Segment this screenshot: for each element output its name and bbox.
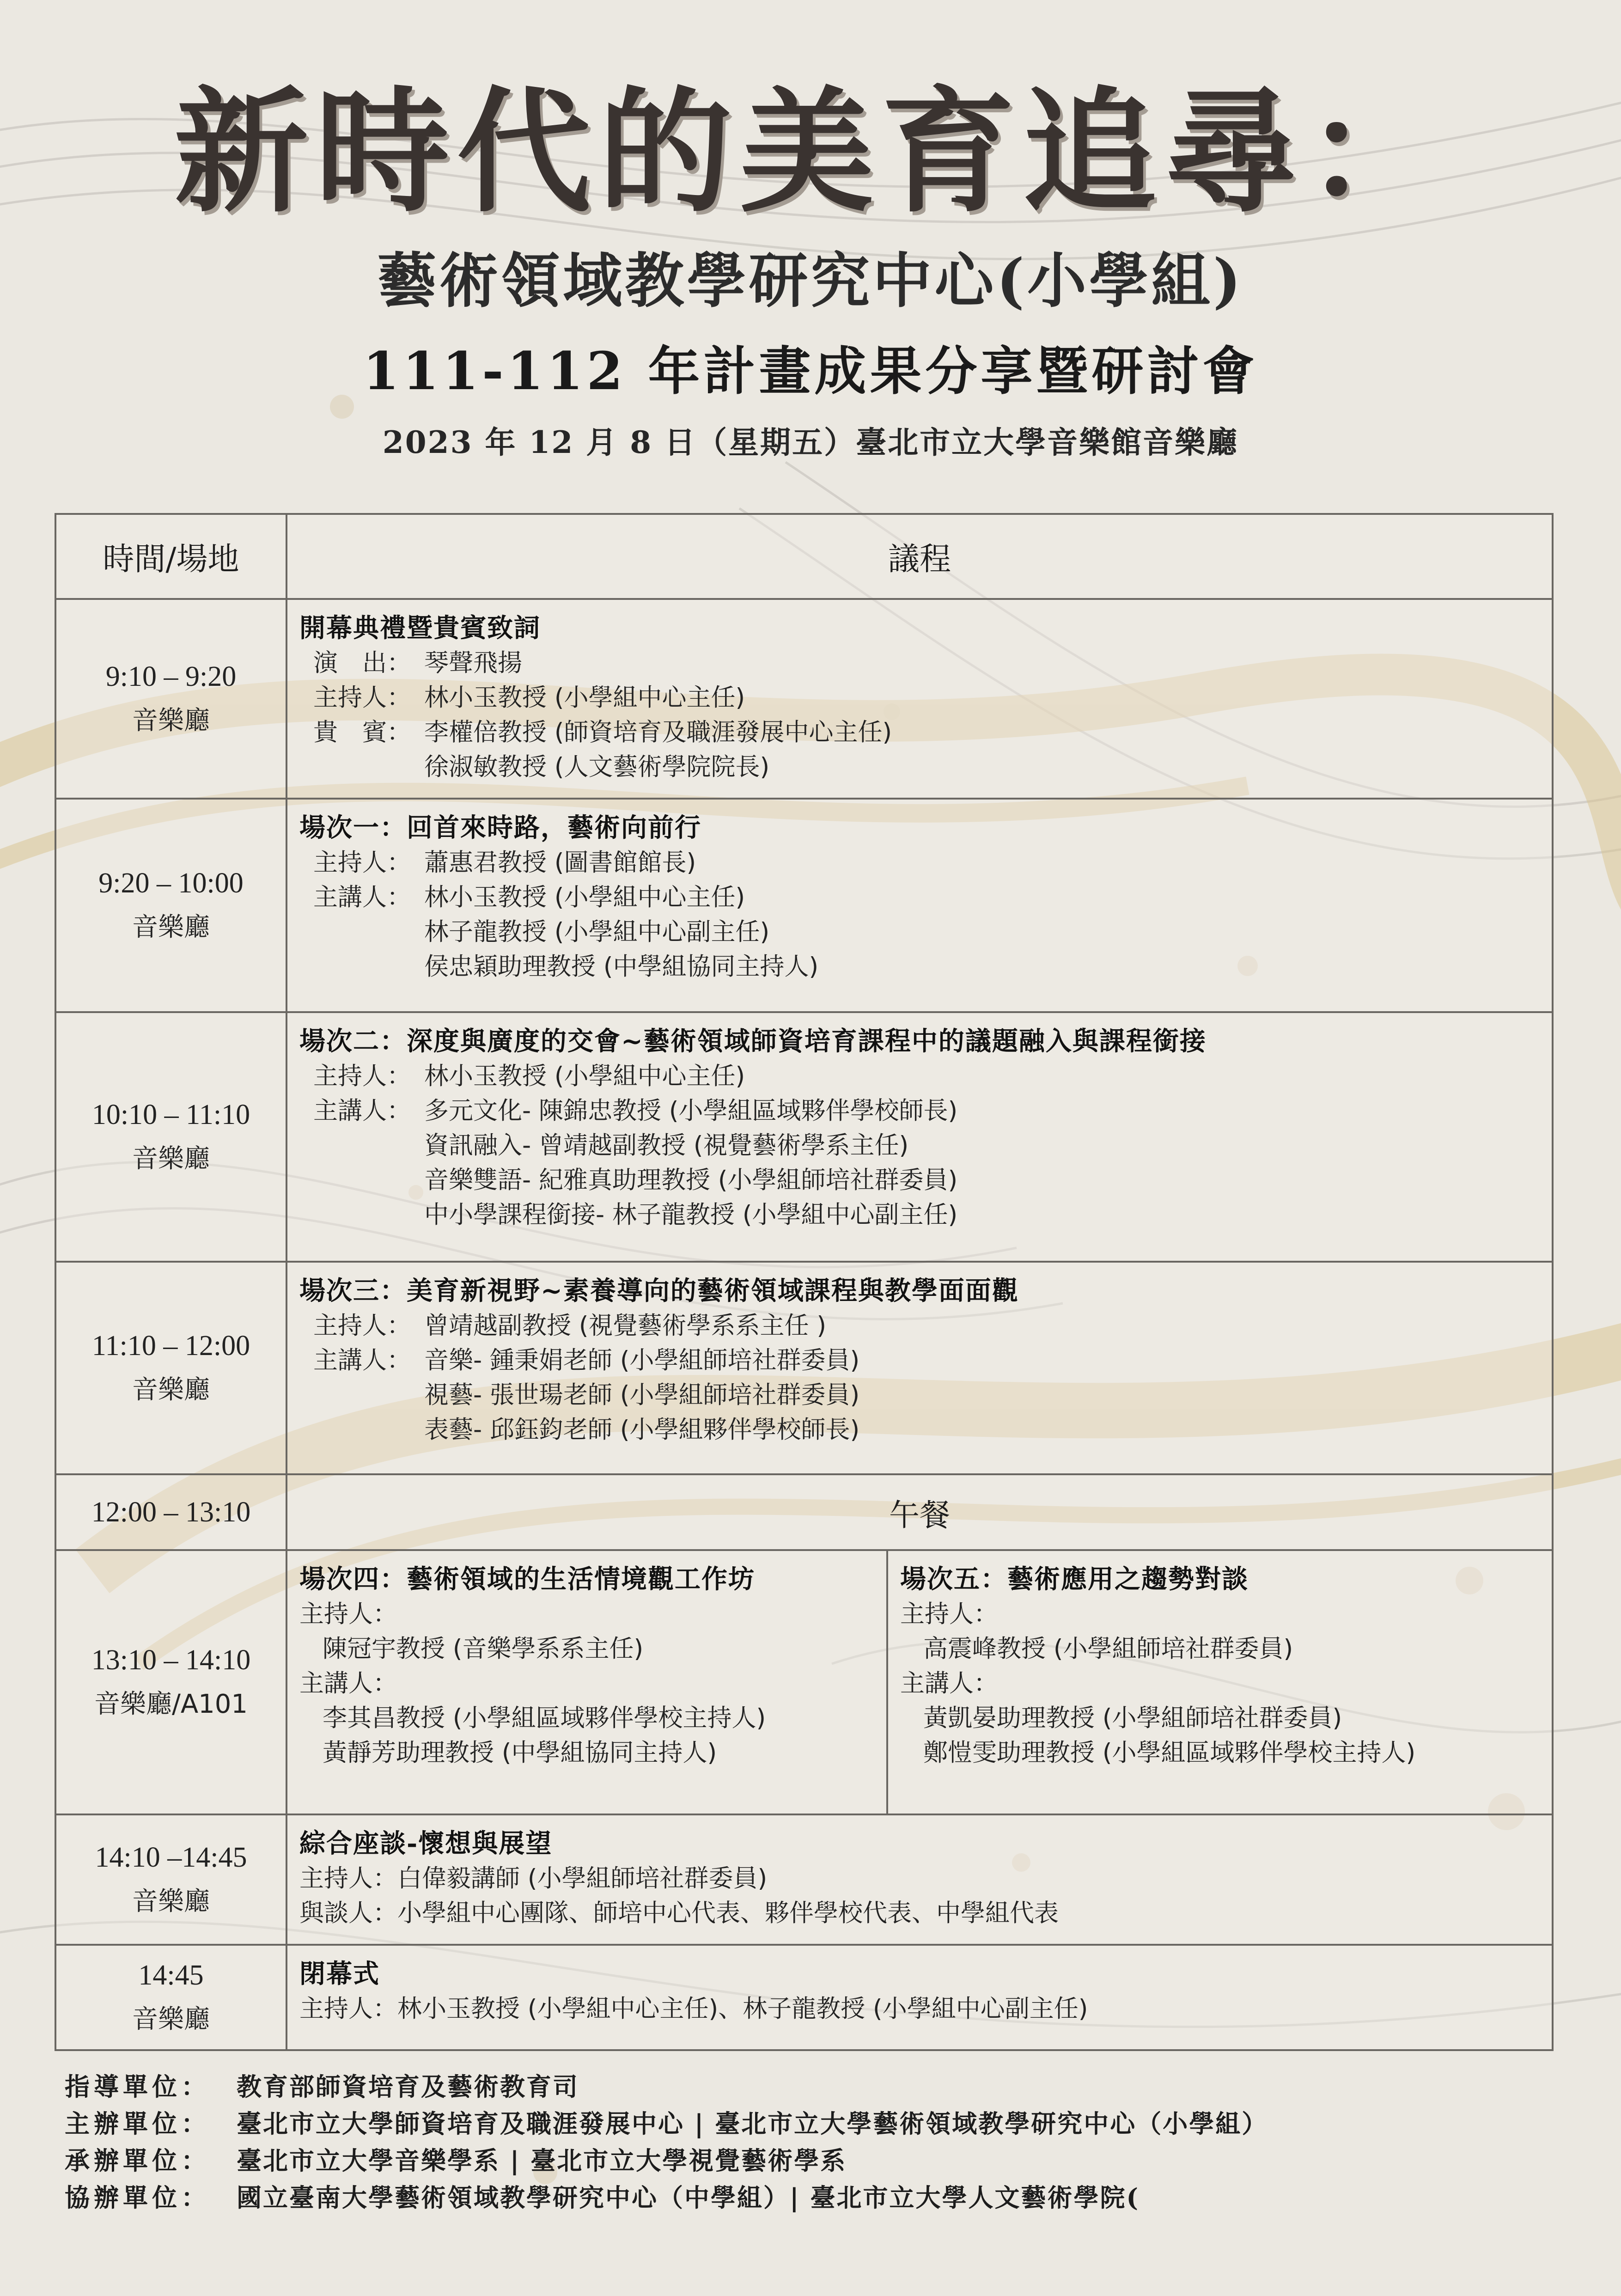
list-item: 鄭愷雯助理教授 (小學組區域夥伴學校主持人): [923, 1739, 1416, 1767]
list-item: 音樂雙語- 紀雅真助理教授 (小學組師培社群委員): [424, 1166, 958, 1194]
role-label: 主持人：: [299, 1864, 397, 1893]
list-item: [299, 845, 1540, 880]
list-item: [299, 1059, 1540, 1093]
time-cell: [55, 1262, 286, 1474]
list-item: [299, 1861, 1540, 1896]
role-label: 主持人：: [299, 1995, 397, 2023]
session-title: 閉幕式: [299, 1959, 380, 1989]
list-item: [299, 646, 1540, 680]
agenda-table: [55, 513, 1554, 2051]
venue-text: 音樂廳: [132, 1375, 210, 1405]
agenda-cell: [286, 1012, 1553, 1262]
list-item: 侯忠穎助理教授 (中學組協同主持人): [424, 953, 819, 981]
role-label: 主持人：: [313, 1062, 411, 1090]
session-title: 開幕典禮暨貴賓致詞: [299, 613, 541, 643]
list-item: 徐淑敏教授 (人文藝術學院院長): [424, 753, 770, 781]
role-text: 白偉毅講師 (小學組師培社群委員): [397, 1864, 768, 1893]
list-item: 黃凱晏助理教授 (小學組師培社群委員): [923, 1704, 1342, 1732]
table-row: [55, 1474, 1553, 1550]
organizer-row: [65, 2179, 1566, 2216]
role-label: 貴 賓：: [313, 718, 411, 746]
agenda-cell: [286, 1262, 1553, 1474]
list-item: 黃靜芳助理教授 (中學組協同主持人): [323, 1739, 717, 1767]
organizer-text: 臺北市立大學音樂學系 | 臺北市立大學視覺藝術學系: [237, 2146, 847, 2175]
role-text: 林小玉教授 (小學組中心主任): [424, 684, 745, 712]
venue-text: 音樂廳: [132, 1887, 210, 1917]
role-label: 主持人：: [900, 1600, 998, 1628]
list-item: [299, 1308, 1540, 1343]
list-item: 中小學課程銜接- 林子龍教授 (小學組中心副主任): [424, 1201, 958, 1229]
time-text: 9:10 – 9:20: [105, 661, 237, 692]
subtitle-center: 藝術領域教學研究中心(小學組): [377, 246, 1244, 316]
table-row: [55, 799, 1553, 1012]
agenda-cell: [286, 1814, 1553, 1945]
session-title: 場次二：深度與廣度的交會~藝術領域師資培育課程中的議題融入與課程銜接: [299, 1026, 1207, 1056]
agenda-cell: [286, 599, 1553, 799]
session-title: 綜合座談-懷想與展望: [299, 1828, 553, 1859]
table-row: [55, 1262, 1553, 1474]
table-header-row: [55, 514, 1553, 599]
time-text: 9:20 – 10:00: [98, 867, 244, 899]
agenda-cell-session4: [286, 1550, 887, 1814]
role-label: 主持人：: [299, 1600, 397, 1628]
time-cell: [55, 1474, 286, 1550]
organizer-row: [65, 2105, 1566, 2142]
list-item: 視藝- 張世瑒老師 (小學組師培社群委員): [424, 1381, 860, 1409]
lunch-cell: 午餐: [286, 1474, 1553, 1550]
venue-text: 音樂廳: [132, 1144, 210, 1174]
role-text: 音樂- 鍾秉娟老師 (小學組師培社群委員): [424, 1346, 860, 1374]
header-time: 時間/場地: [55, 514, 286, 599]
date-place: 2023 年 12 月 8 日（星期五）臺北市立大學音樂館音樂廳: [382, 424, 1239, 460]
table-row: [55, 1814, 1553, 1945]
session-title: 場次四：藝術領域的生活情境觀工作坊: [299, 1564, 755, 1594]
time-cell: [55, 1814, 286, 1945]
organizer-text: 國立臺南大學藝術領域教學研究中心（中學組）| 臺北市立大學人文藝術學院(: [237, 2183, 1140, 2212]
time-cell: [55, 599, 286, 799]
time-cell: [55, 1012, 286, 1262]
list-item: [299, 1343, 1540, 1378]
time-cell: [55, 1945, 286, 2050]
role-text: 多元文化- 陳錦忠教授 (小學組區域夥伴學校師長): [424, 1097, 958, 1125]
organizer-label: 協辦單位：: [65, 2183, 210, 2212]
role-text: 蕭惠君教授 (圖書館館長): [424, 849, 696, 877]
list-item: 陳冠宇教授 (音樂學系系主任): [323, 1635, 644, 1663]
time-cell: [55, 1550, 286, 1814]
time-text: 11:10 – 12:00: [91, 1330, 250, 1362]
time-text: 10:10 – 11:10: [91, 1099, 250, 1130]
organizers-footer: [65, 2068, 1566, 2216]
time-text: 14:10 –14:45: [95, 1842, 247, 1873]
role-label: 主持人：: [313, 849, 411, 877]
role-text: 小學組中心團隊、師培中心代表、夥伴學校代表、中學組代表: [397, 1899, 1059, 1927]
role-label: 主講人：: [900, 1669, 998, 1698]
organizer-row: [65, 2068, 1566, 2105]
list-item: [299, 880, 1540, 915]
role-label: 主講人：: [313, 1097, 411, 1125]
agenda-cell: [286, 1945, 1553, 2050]
table-row: [55, 1012, 1553, 1262]
list-item: [299, 1896, 1540, 1930]
time-cell: [55, 799, 286, 1012]
time-text: 14:45: [138, 1960, 204, 1991]
role-text: 琴聲飛揚: [424, 649, 522, 677]
role-text: 林小玉教授 (小學組中心主任): [424, 883, 745, 911]
venue-text: 音樂廳: [132, 2004, 210, 2034]
list-item: [299, 715, 1540, 750]
list-item: 李其昌教授 (小學組區域夥伴學校主持人): [323, 1704, 766, 1732]
time-text: 12:00 – 13:10: [91, 1496, 251, 1528]
organizer-text: 教育部師資培育及藝術教育司: [237, 2072, 579, 2101]
role-label: 主講人：: [299, 1669, 397, 1698]
role-text: 林小玉教授 (小學組中心主任)、林子龍教授 (小學組中心副主任): [397, 1995, 1088, 2023]
list-item: [299, 680, 1540, 715]
time-text: 13:10 – 14:10: [91, 1644, 251, 1676]
list-item: [299, 1093, 1540, 1128]
role-label: 主講人：: [313, 1346, 411, 1374]
session-title: 場次五：藝術應用之趨勢對談: [900, 1564, 1249, 1594]
main-title: 新時代的美育追尋：: [174, 73, 1447, 231]
session-title: 場次三：美育新視野~素養導向的藝術領域課程與教學面面觀: [299, 1276, 1019, 1306]
role-label: 主持人：: [313, 684, 411, 712]
organizer-label: 指導單位：: [65, 2072, 210, 2101]
list-item: 資訊融入- 曾靖越副教授 (視覺藝術學系主任): [424, 1131, 909, 1160]
venue-text: 音樂廳/A101: [94, 1689, 248, 1719]
venue-text: 音樂廳: [132, 912, 210, 942]
header-agenda: 議程: [286, 514, 1553, 599]
role-text: 林小玉教授 (小學組中心主任): [424, 1062, 745, 1090]
role-label: 演 出：: [313, 649, 411, 677]
organizer-label: 承辦單位：: [65, 2146, 210, 2175]
subtitle-event: 111-112 年計畫成果分享暨研討會: [363, 341, 1258, 402]
list-item: 林子龍教授 (小學組中心副主任): [424, 918, 770, 946]
table-row: [55, 1945, 1553, 2050]
role-text: 曾靖越副教授 (視覺藝術學系系主任 ): [424, 1312, 827, 1340]
role-text: 李權倍教授 (師資培育及職涯發展中心主任): [424, 718, 892, 746]
list-item: 高震峰教授 (小學組師培社群委員): [923, 1635, 1293, 1663]
agenda-cell-session5: [887, 1550, 1553, 1814]
venue-text: 音樂廳: [132, 706, 210, 736]
role-label: 主講人：: [313, 883, 411, 911]
role-label: 與談人：: [299, 1899, 397, 1927]
organizer-label: 主辦單位：: [65, 2109, 210, 2138]
agenda-cell: [286, 799, 1553, 1012]
list-item: [299, 1991, 1540, 2026]
role-label: 主持人：: [313, 1312, 411, 1340]
list-item: 表藝- 邱鈺鈞老師 (小學組夥伴學校師長): [424, 1416, 860, 1444]
table-row: [55, 599, 1553, 799]
organizer-row: [65, 2142, 1566, 2179]
organizer-text: 臺北市立大學師資培育及職涯發展中心 | 臺北市立大學藝術領域教學研究中心（小學組）: [237, 2109, 1268, 2138]
table-row: [55, 1550, 1553, 1814]
session-title: 場次一：回首來時路，藝術向前行: [299, 812, 701, 843]
